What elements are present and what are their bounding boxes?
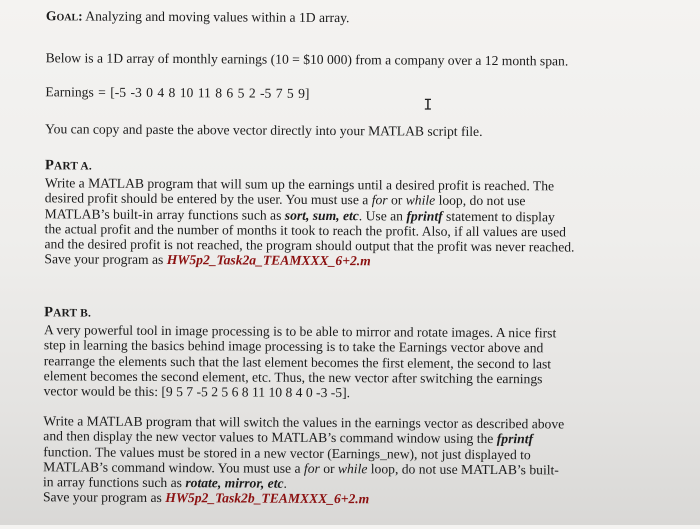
part-b-task-text: . [283, 475, 288, 491]
part-a-filename: HW5p2_Task2a_TEAMXXX_6+2.m [166, 252, 371, 269]
goal-label: Goal: [45, 8, 83, 24]
part-b-task-line [43, 490, 603, 509]
part-b-text: vector would be this: [9 5 7 -5 2 5 6 8 11 10 8 4 0 -3 -5]. [43, 383, 351, 401]
part-b-task-text: in array functions such as [43, 474, 186, 491]
part-b-task-text: loop, do not use MATLAB’s built- [367, 461, 559, 478]
earnings-vector[interactable]: Earnings = [-5 -3 0 4 8 10 11 8 6 5 2 -5 7 5 9] [45, 84, 310, 101]
part-b-text: element becomes the second element, etc. Thus, the new vector after switching the earnings [43, 368, 543, 387]
part-a-text: loop, do not use [435, 192, 526, 209]
copy-note: You can copy and paste the above vector directly into your MATLAB script file. [45, 121, 483, 139]
part-b-task-bold-italic-term: fprintf [496, 431, 534, 447]
part-b-line [44, 383, 604, 402]
part-a-line [44, 252, 604, 271]
intro-text: Below is a 1D array of monthly earnings (10 = $10 000) from a company over a 12 month span. [45, 50, 569, 69]
part-a-text: . Use an [358, 207, 407, 224]
part-a-bold-italic-term: fprintf [406, 208, 443, 224]
part-b-text: step in learning the basics behind image processing is to take the Earnings vector above and [43, 337, 544, 356]
part-b-task-text: function. The values must be stored in a new vector (Earnings_new), not just displayed to [43, 443, 531, 462]
part-a-text: Write a MATLAB program that will sum up the earnings until a desired profit is reached. The [44, 175, 555, 194]
part-b-intro-text [44, 322, 604, 402]
part-b-task-text: and then display the new vector values to MATLAB’s command window using the [43, 428, 497, 447]
part-a-heading: PART A. [44, 157, 92, 174]
part-a-text: desired profit should be entered by the user. You must use a [44, 190, 372, 208]
goal-text: Analyzing and moving values within a 1D array. [82, 8, 350, 26]
part-a-text: or [387, 192, 406, 208]
part-b-task-italic-term: for [303, 460, 320, 476]
part-b-task-text: Write a MATLAB program that will switch the values in the earnings vector as described above [43, 413, 565, 432]
part-b-task-bold-italic-term: rotate, mirror, etc [185, 475, 284, 491]
part-b-text: rearrange the elements such that the last element becomes the first element, the second to last [43, 352, 552, 371]
part-b-task-text [43, 413, 604, 508]
part-a-bold-italic-term: sort, sum, etc [284, 207, 359, 223]
goal-line [46, 8, 350, 25]
part-a-text: MATLAB’s built-in array functions such as [44, 205, 285, 223]
part-a-text [44, 175, 605, 270]
part-b-heading: PART B. [44, 304, 92, 321]
part-b-task-text: or [319, 460, 339, 476]
part-b-text: A very powerful tool in image processing is to be able to mirror and rotate images. A nice first [43, 322, 557, 341]
part-b-task-filename: HW5p2_Task2b_TEAMXXX_6+2.m [165, 490, 370, 507]
part-a-italic-term: for [371, 192, 388, 208]
part-b-task-text: MATLAB’s command window. You must use a [43, 459, 305, 476]
part-a-text: and the desired profit is not reached, the program should output that the profit was never reached. [44, 236, 575, 255]
part-a-text: statement to display [442, 208, 555, 224]
part-b-task-italic-term: while [337, 460, 368, 477]
text-cursor-icon: I [423, 95, 433, 114]
part-b-task-text: Save your program as [42, 489, 166, 506]
part-a-text: the actual profit and the number of months it took to reach the profit. Also, if all values are used [44, 221, 566, 240]
part-a-italic-term: while [405, 192, 436, 208]
part-a-text: Save your program as [44, 251, 167, 268]
